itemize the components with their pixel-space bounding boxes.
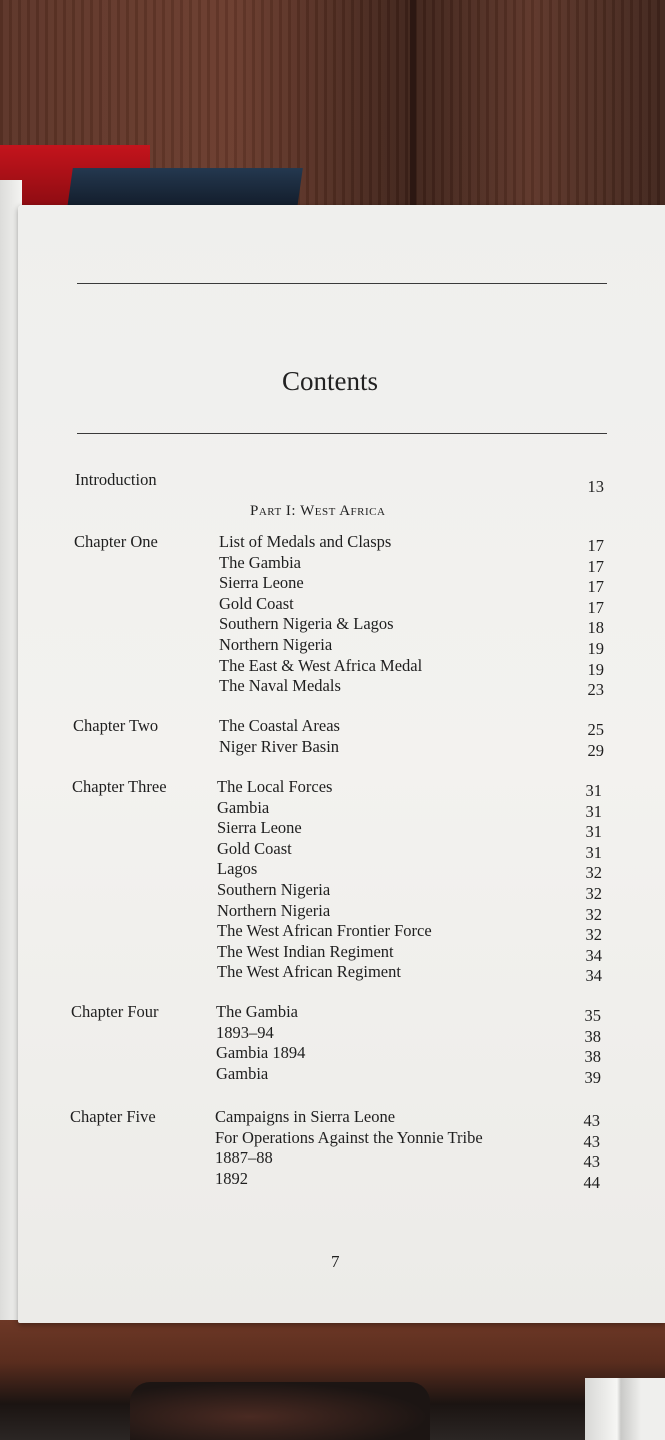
toc-entry-title: The Coastal Areas <box>219 716 340 735</box>
toc-entry-title: Gambia 1894 <box>216 1043 306 1063</box>
intro-page: 13 <box>587 477 604 496</box>
book-page <box>18 205 665 1323</box>
part-heading <box>250 501 385 521</box>
chapter-label: Chapter One <box>74 532 158 551</box>
toc-entry-title: Lagos <box>217 859 258 879</box>
toc-entry-page: 31 <box>585 801 602 821</box>
toc-entry-page: 31 <box>585 842 602 862</box>
toc-entry-title: Sierra Leone <box>219 573 304 593</box>
toc-entry-page: 38 <box>584 1047 601 1067</box>
toc-entry-title: The West Indian Regiment <box>217 941 394 961</box>
toc-entry-title: Campaigns in Sierra Leone <box>215 1107 396 1126</box>
toc-entry-title: Niger River Basin <box>219 736 340 756</box>
toc-entry-title: The Gambia <box>219 552 302 572</box>
chapter-label: Chapter Four <box>71 1002 159 1021</box>
desk-clutter <box>130 1382 430 1440</box>
toc-entry-page: 35 <box>584 1006 601 1025</box>
toc-entry-page: 19 <box>587 659 604 679</box>
toc-entry-title: 1892 <box>215 1168 248 1188</box>
page-title: Contents <box>282 366 379 396</box>
toc-entry-page: 32 <box>585 904 602 924</box>
toc-entry-page: 32 <box>585 863 602 883</box>
shelf-divider <box>410 0 416 215</box>
toc-entry-page: 43 <box>583 1111 600 1130</box>
stacked-books <box>585 1378 665 1440</box>
toc-entry-title: Gold Coast <box>217 838 292 858</box>
toc-entry-title: The Gambia <box>216 1002 299 1021</box>
toc-entry-page: 19 <box>587 639 604 658</box>
toc-entry-title: Northern Nigeria <box>217 900 331 920</box>
toc-entry-page: 31 <box>585 781 602 800</box>
toc-entry-page: 43 <box>583 1152 600 1172</box>
toc-entry-title: Gambia <box>217 797 270 817</box>
toc-entry-title: Gambia <box>216 1063 269 1083</box>
title-rule <box>77 433 607 434</box>
chapter-label: Chapter Two <box>73 716 159 735</box>
toc-entry-page: 29 <box>587 740 604 760</box>
toc-entry-page: 17 <box>587 556 604 576</box>
toc-entry-page: 17 <box>587 536 604 555</box>
toc-entry-page: 32 <box>585 925 602 945</box>
toc-entry-title: Southern Nigeria & Lagos <box>219 614 394 634</box>
blue-book-spine <box>67 168 303 208</box>
toc-entry-title: Sierra Leone <box>217 818 302 838</box>
toc-entry-page: 23 <box>587 680 604 700</box>
toc-entry-page: 44 <box>583 1172 600 1192</box>
toc-entry-title: The Naval Medals <box>219 676 341 696</box>
intro-label: Introduction <box>75 470 157 489</box>
toc-entry-page: 39 <box>584 1067 601 1087</box>
toc-entry-title: Gold Coast <box>219 593 294 613</box>
toc-entry-title: Southern Nigeria <box>217 880 331 899</box>
toc-entry-page: 43 <box>583 1131 600 1151</box>
top-rule <box>77 283 607 284</box>
toc-entry-title: The West African Frontier Force <box>217 921 432 941</box>
toc-entry-page: 17 <box>587 577 604 597</box>
page-number: 7 <box>331 1252 340 1271</box>
toc-entry-title: List of Medals and Clasps <box>219 532 392 551</box>
toc-entry-page: 38 <box>584 1026 601 1046</box>
toc-entry-page: 18 <box>587 618 604 638</box>
toc-entry-page: 17 <box>587 597 604 617</box>
toc-entry-page: 25 <box>587 720 604 739</box>
toc-entry-title: The East & West Africa Medal <box>219 655 423 675</box>
toc-entry-title: Northern Nigeria <box>219 635 333 654</box>
toc-entry-title: The Local Forces <box>217 777 333 796</box>
toc-entry-page: 34 <box>585 945 602 965</box>
part-heading-text: Part I: West Africa <box>250 503 386 519</box>
toc-entry-page: 32 <box>585 884 602 903</box>
chapter-label: Chapter Three <box>72 777 167 796</box>
chapter-label: Chapter Five <box>70 1107 156 1126</box>
toc-entry-page: 34 <box>585 966 602 986</box>
toc-entry-page: 31 <box>585 822 602 842</box>
toc-entry-title: 1887–88 <box>215 1148 273 1168</box>
toc-entry-title: 1893–94 <box>216 1022 274 1042</box>
toc-entry-title: For Operations Against the Yonnie Tribe <box>215 1127 483 1147</box>
toc-entry-title: The West African Regiment <box>217 962 401 982</box>
